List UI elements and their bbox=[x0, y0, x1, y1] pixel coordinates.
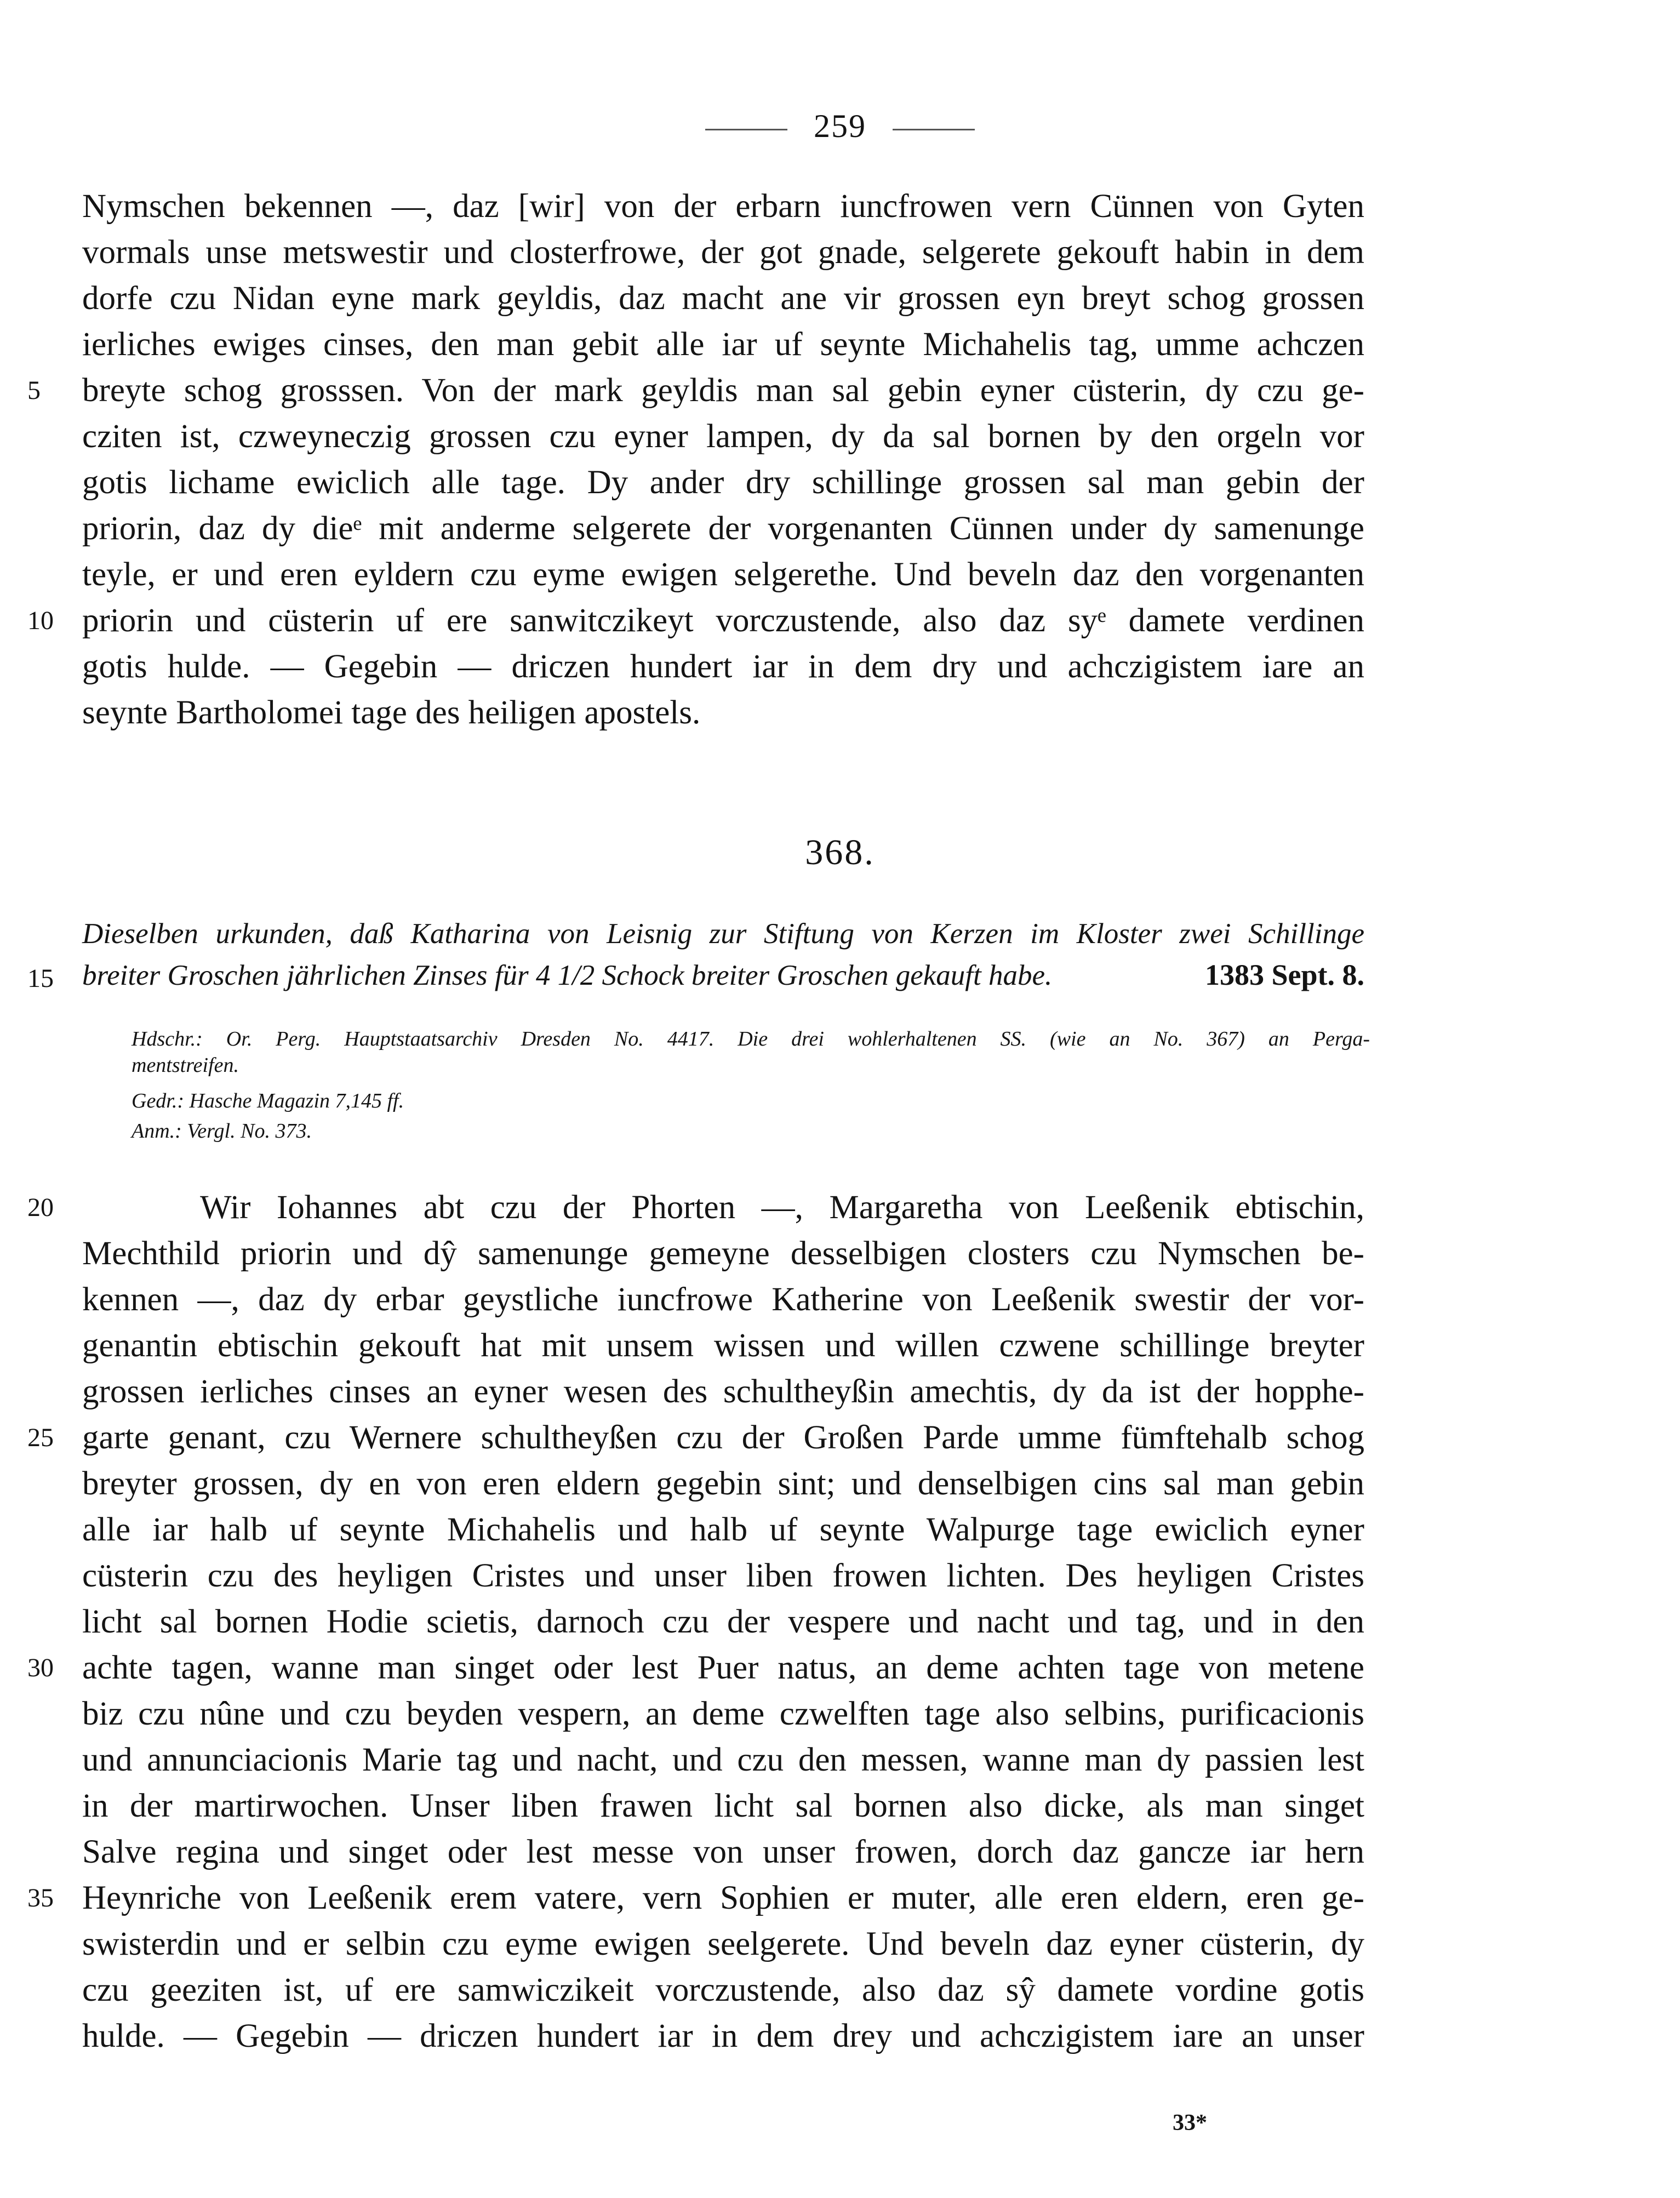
text-line: seynte Bartholomei tage des heiligen apostels. bbox=[82, 694, 701, 731]
text-line: grossen ierliches cinses an eyner wesen des schultheyßin amechtis, dy da ist der hopphe- bbox=[82, 1373, 1364, 1410]
text-line: teyle, er und eren eyldern czu eyme ewigen selgerethe. Und beveln daz den vorgenanten bbox=[82, 556, 1364, 593]
line-number: 10 bbox=[27, 606, 54, 635]
apparatus-printed: Gedr.: Hasche Magazin 7,145 ff. bbox=[132, 1089, 404, 1112]
text-line: dorfe czu Nidan eyne mark geyldis, daz macht ane vir grossen eyn breyt schog grossen bbox=[82, 280, 1364, 317]
document-number: 368. bbox=[805, 832, 875, 872]
text-line: Salve regina und singet oder lest messe von unser frowen, dorch daz gancze iar hern bbox=[82, 1834, 1364, 1870]
line-number: 15 bbox=[27, 964, 54, 993]
text-line: gotis hulde. — Gegebin — driczen hundert iar in dem dry und achczigistem iare an bbox=[82, 648, 1364, 685]
page-number: 259 bbox=[814, 108, 866, 144]
running-head bbox=[0, 107, 1680, 145]
line-number: 5 bbox=[27, 376, 41, 405]
header-rule-right bbox=[893, 129, 975, 130]
header-rule-left bbox=[705, 129, 787, 130]
regest-line: breiter Groschen jährlichen Zinses für 4 1/2 Schock breiter Groschen gekauft habe. bbox=[82, 960, 1053, 991]
text-line: breyte schog grosssen. Von der mark geyldis man sal gebin eyner cüsterin, dy czu ge- bbox=[82, 372, 1364, 409]
regest-line: Dieselben urkunden, daß Katharina von Leisnig zur Stiftung von Kerzen im Kloster zwei Schillinge bbox=[82, 918, 1364, 950]
text-line: vormals unse metswestir und closterfrowe, der got gnade, selgerete gekouft habin in dem bbox=[82, 234, 1364, 271]
text-line: Wir Iohannes abt czu der Phorten —, Margaretha von Leeßenik ebtischin, bbox=[200, 1189, 1364, 1226]
text-line: kennen —, daz dy erbar geystliche iuncfrowe Katherine von Leeßenik swestir der vor- bbox=[82, 1281, 1364, 1318]
text-line: genantin ebtischin gekouft hat mit unsem wissen und willen czwene schillinge breyter bbox=[82, 1327, 1364, 1364]
signature-mark: 33* bbox=[1173, 2110, 1207, 2136]
text-line: alle iar halb uf seynte Michahelis und halb uf seynte Walpurge tage ewiclich eyner bbox=[82, 1511, 1364, 1548]
apparatus-manuscript: Hdschr.: Or. Perg. Hauptstaatsarchiv Dresden No. 4417. Die drei wohlerhaltenen SS. (wie an No. 367) an Perga- bbox=[132, 1027, 1370, 1051]
text-line: Nymschen bekennen —, daz [wir] von der erbarn iuncfrowen vern Cünnen von Gyten bbox=[82, 188, 1364, 225]
text-line: gotis lichame ewiclich alle tage. Dy ander dry schillinge grossen sal man gebin der bbox=[82, 464, 1364, 501]
text-line: cziten ist, czweyneczig grossen czu eyner lampen, dy da sal bornen by den orgeln vor bbox=[82, 418, 1364, 455]
text-line: priorin, daz dy dieᵉ mit anderme selgerete der vorgenanten Cünnen under dy samenunge bbox=[82, 510, 1364, 547]
line-number: 25 bbox=[27, 1423, 54, 1452]
text-line: licht sal bornen Hodie scietis, darnoch czu der vespere und nacht und tag, und in den bbox=[82, 1603, 1364, 1640]
text-line: achte tagen, wanne man singet oder lest Puer natus, an deme achten tage von metene bbox=[82, 1649, 1364, 1686]
text-line: und annunciacionis Marie tag und nacht, und czu den messen, wanne man dy passien lest bbox=[82, 1742, 1364, 1778]
text-line: garte genant, czu Wernere schultheyßen czu der Großen Parde umme fümftehalb schog bbox=[82, 1419, 1364, 1456]
line-number: 35 bbox=[27, 1883, 54, 1912]
line-number: 30 bbox=[27, 1653, 54, 1682]
text-line: Mechthild priorin und dŷ samenunge gemeyne desselbigen closters czu Nymschen be- bbox=[82, 1235, 1364, 1272]
apparatus-manuscript-cont: mentstreifen. bbox=[132, 1054, 239, 1077]
text-line: breyter grossen, dy en von eren eldern gegebin sint; und denselbigen cins sal man gebin bbox=[82, 1465, 1364, 1502]
text-line: swisterdin und er selbin czu eyme ewigen seelgerete. Und beveln daz eyner cüsterin, dy bbox=[82, 1926, 1364, 1962]
text-line: hulde. — Gegebin — driczen hundert iar in dem drey und achczigistem iare an unser bbox=[82, 2018, 1364, 2054]
line-number: 20 bbox=[27, 1193, 54, 1222]
text-line: cüsterin czu des heyligen Cristes und unser liben frowen lichten. Des heyligen Cristes bbox=[82, 1557, 1364, 1594]
text-line: biz czu nûne und czu beyden vespern, an deme czwelften tage also selbins, purificacionis bbox=[82, 1695, 1364, 1732]
text-line: ierliches ewiges cinses, den man gebit alle iar uf seynte Michahelis tag, umme achczen bbox=[82, 326, 1364, 363]
text-line: czu geeziten ist, uf ere samwiczikeit vorczustende, also daz sŷ damete vordine gotis bbox=[82, 1972, 1364, 2008]
document-date: 1383 Sept. 8. bbox=[1204, 958, 1364, 991]
text-line: in der martirwochen. Unser liben frawen licht sal bornen also dicke, als man singet bbox=[82, 1788, 1364, 1824]
text-line: Heynriche von Leeßenik erem vatere, vern Sophien er muter, alle eren eldern, eren ge- bbox=[82, 1880, 1364, 1916]
apparatus-note: Anm.: Vergl. No. 373. bbox=[132, 1120, 312, 1143]
text-line: priorin und cüsterin uf ere sanwitczikeyt vorczustende, also daz syᵉ damete verdinen bbox=[82, 602, 1364, 639]
